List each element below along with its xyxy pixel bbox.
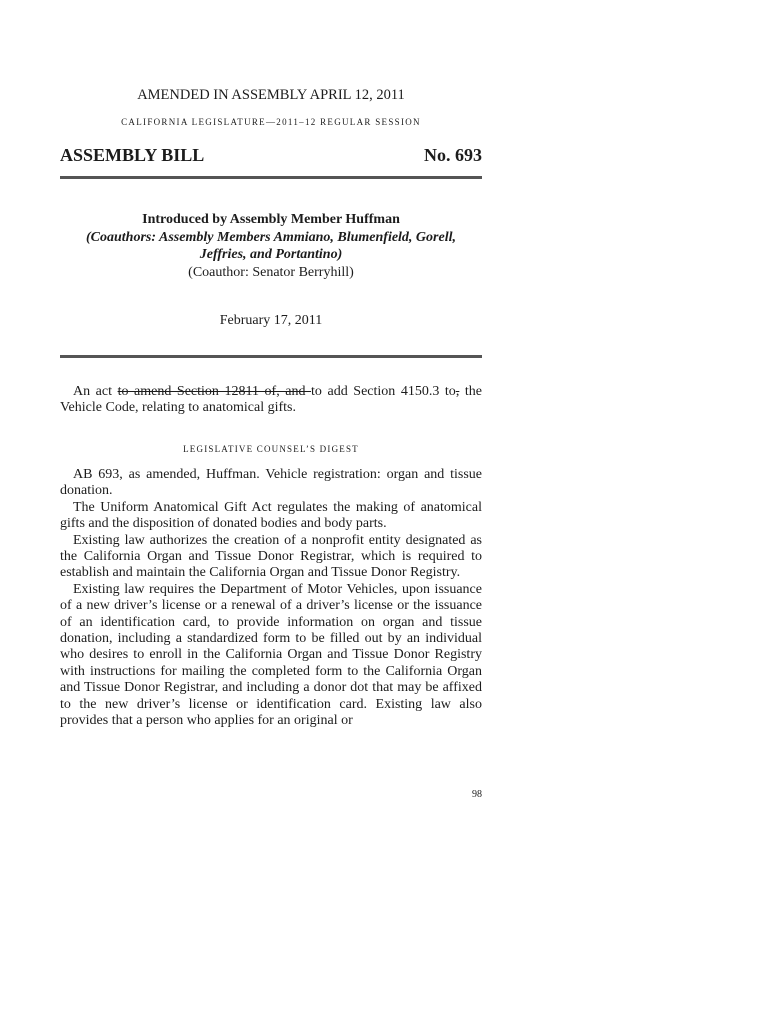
act-text-2: to add Section 4150.3 to [311, 384, 456, 399]
digest-paragraph: Existing law authorizes the creation of a nonprofit entity designated as the California Organ and Tissue Donor Registrar, which is required to establish and maintain the California Organ and Tissue Donor Registry. [60, 532, 482, 581]
digest-paragraph: Existing law requires the Department of Motor Vehicles, upon issuance of a new driver’s license or a renewal of a driver’s license or the issuance of an identification card, to provide information on organ and tissue donation, including a standardized form to be filled out by an individual who desires to enroll in the California Organ and Tissue Donor Registry with instructions for mailing the completed form to the California Organ and Tissue Donor Registrar, and including a donor dot that may be affixed to the new driver’s license or identification card. Existing law also provides that a person who applies for an original or [60, 581, 482, 729]
divider-top [60, 176, 482, 179]
act-deleted-2: , [455, 384, 460, 399]
digest-body [60, 467, 482, 730]
act-text-3: the Vehicle Code, relating to anatomical gifts. [60, 384, 482, 416]
digest-paragraph: AB 693, as amended, Huffman. Vehicle registration: organ and tissue donation. [60, 467, 482, 499]
page-number: 98 [472, 789, 482, 800]
bill-label: ASSEMBLY BILL [60, 145, 205, 165]
digest-paragraph: The Uniform Anatomical Gift Act regulates the making of anatomical gifts and the disposition of donated bodies and body parts. [60, 499, 482, 532]
act-deleted-1: to amend Section 12811 of, and [117, 384, 312, 399]
digest-heading: LEGISLATIVE COUNSEL’S DIGEST [183, 444, 359, 454]
bill-number: No. 693 [424, 145, 482, 165]
bill-heading [60, 145, 482, 166]
act-text-1: An act [73, 384, 118, 399]
session-line: CALIFORNIA LEGISLATURE—2011–12 REGULAR SESSION [121, 117, 421, 127]
coauthors-line-2: Jeffries, and Portantino) [199, 247, 343, 262]
coauthors-line-1: (Coauthors: Assembly Members Ammiano, Blumenfield, Gorell, [86, 229, 456, 245]
senate-coauthor: (Coauthor: Senator Berryhill) [188, 264, 354, 280]
introduced-by: Introduced by Assembly Member Huffman [142, 212, 400, 227]
amended-notice: AMENDED IN ASSEMBLY APRIL 12, 2011 [137, 87, 405, 103]
introduced-date: February 17, 2011 [219, 313, 323, 328]
introduction-block [60, 211, 482, 281]
act-title [60, 384, 482, 417]
divider-middle [60, 355, 482, 358]
